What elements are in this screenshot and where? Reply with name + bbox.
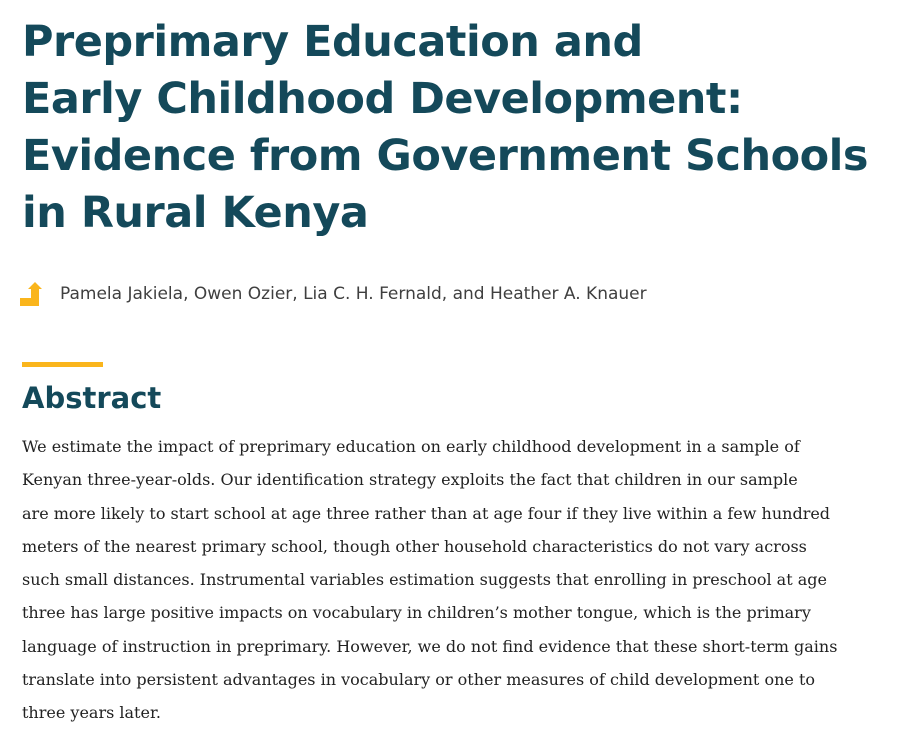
abstract-heading: Abstract	[22, 381, 162, 415]
abstract-line: three has large positive impacts on vocabulary in children’s mother tongue, which is the primary	[22, 603, 811, 623]
title-line: Preprimary Education and	[22, 17, 643, 67]
abstract-line: three years later.	[22, 703, 161, 723]
abstract-line: language of instruction in preprimary. However, we do not find evidence that these short-term gains	[22, 636, 838, 656]
abstract-line: are more likely to start school at age three rather than at age four if they live within a few hundred	[22, 503, 831, 523]
title-line: in Rural Kenya	[22, 188, 369, 238]
section-accent-rule	[22, 362, 103, 367]
abstract-body	[22, 430, 882, 730]
arrow-up-right-icon	[20, 282, 44, 306]
author-byline	[20, 280, 647, 308]
abstract-line: We estimate the impact of preprimary education on early childhood development in a sample of	[22, 437, 800, 456]
abstract-line: such small distances. Instrumental variables estimation suggests that enrolling in preschool at age	[22, 570, 827, 590]
abstract-line: Kenyan three-year-olds. Our identification strategy exploits the fact that children in our sample	[22, 470, 798, 490]
abstract-line: meters of the nearest primary school, though other household characteristics do not vary across	[22, 536, 807, 556]
title-line: Early Childhood Development:	[22, 74, 743, 124]
abstract-line: translate into persistent advantages in vocabulary or other measures of child development one to	[22, 670, 815, 690]
article-title	[22, 14, 882, 242]
title-line: Evidence from Government Schools	[22, 131, 868, 181]
author-list: Pamela Jakiela, Owen Ozier, Lia C. H. Fernald, and Heather A. Knauer	[60, 284, 647, 304]
